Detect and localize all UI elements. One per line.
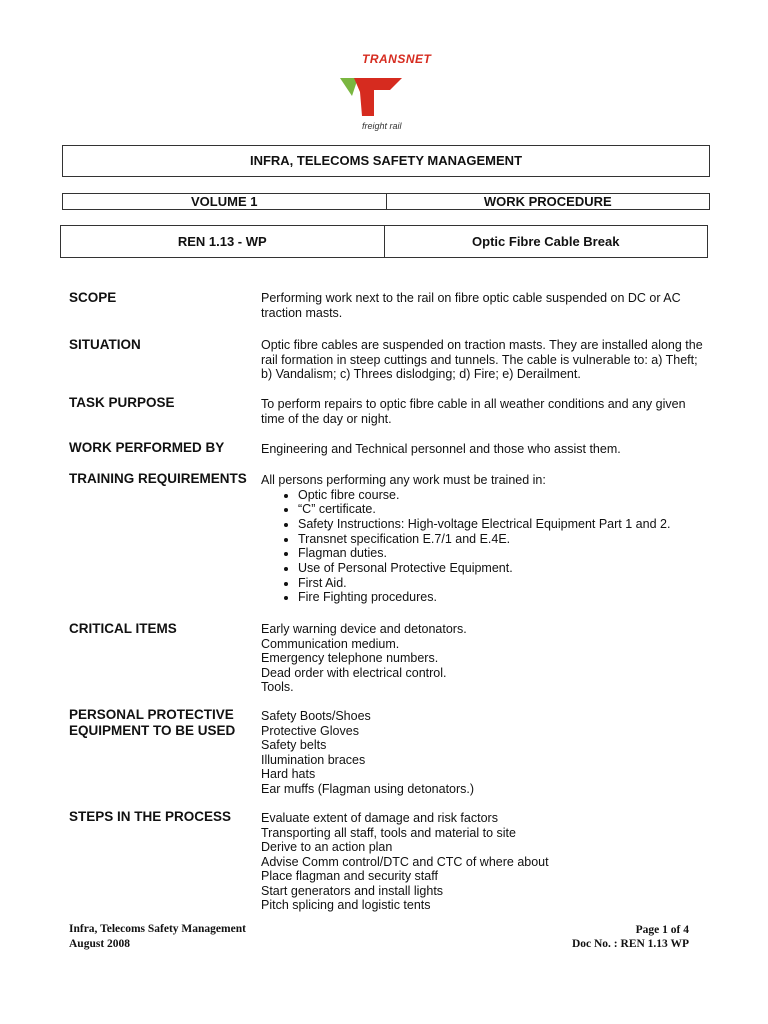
list-item: • Use of Personal Protective Equipment. [298,561,711,576]
volume-label: VOLUME 1 [191,194,258,209]
scope-text: Performing work next to the rail on fibre optic cable suspended on DC or AC traction masts. [261,291,681,320]
critical-items-label: CRITICAL ITEMS [69,621,177,636]
situation-text: Optic fibre cables are suspended on traction masts. They are installed along the rail formation in steep cuttings and tunnels. The cable is vulnerable to: a) Theft; b) Vandalism; c) Threes dislodging; d) Fire; e) Derailment. [261,338,703,381]
list-item: Early warning device and detonators. [261,622,467,636]
list-item: • Optic fibre course. [298,488,711,503]
work-performed-by-label: WORK PERFORMED BY [69,440,225,455]
steps-list [261,811,711,913]
doc-code-row [60,225,708,258]
list-item: Dead order with electrical control. [261,665,447,680]
footer-date: August 2008 [69,938,131,950]
list-item: Tools. [261,680,294,694]
list-item: • First Aid. [298,576,711,591]
training-list [261,488,711,606]
doc-type-label: WORK PROCEDURE [386,194,710,209]
ppe-list [261,709,711,796]
task-purpose-text: To perform repairs to optic fibre cable in all weather conditions and any given time of the day or night. [261,397,686,426]
transnet-logo [340,52,430,136]
list-item: • Safety Instructions: High-voltage Electrical Equipment Part 1 and 2. [298,517,711,532]
list-item: • Fire Fighting procedures. [298,590,711,605]
work-performed-by-text: Engineering and Technical personnel and those who assist them. [261,442,621,456]
list-item: • Transnet specification E.7/1 and E.4E. [298,532,711,547]
list-item: • Flagman duties. [298,546,711,561]
list-item: Transporting all staff, tools and material to site [261,825,516,840]
list-item: Communication medium. [261,636,400,651]
task-purpose-label: TASK PURPOSE [69,395,175,410]
list-item: Evaluate extent of damage and risk factors [261,811,498,825]
list-item: Derive to an action plan [261,840,393,854]
training-label: TRAINING REQUIREMENTS [69,471,247,486]
volume-row [62,193,710,210]
list-item: • “C” certificate. [298,502,711,517]
document-title: INFRA, TELECOMS SAFETY MANAGEMENT [62,145,710,177]
logo-division: freight rail [362,121,402,131]
list-item: Start generators and install lights [261,883,444,898]
list-item: Safety Boots/Shoes [261,709,371,723]
freight-rail-emblem-icon [340,74,410,122]
list-item: Hard hats [261,767,316,781]
footer-doc-number: Doc No. : REN 1.13 WP [571,938,689,950]
footer-page-number: Page 1 of 4 [635,924,689,936]
doc-code: REN 1.13 - WP [177,234,267,249]
list-item: Emergency telephone numbers. [261,651,439,665]
steps-label: STEPS IN THE PROCESS [69,809,232,824]
logo-wordmark: TRANSNET [362,52,432,66]
situation-label: SITUATION [69,337,141,352]
list-item: Safety belts [261,738,327,752]
footer-org: Infra, Telecoms Safety Management [69,923,246,935]
list-item: Pitch splicing and logistic tents [261,898,431,912]
training-intro: All persons performing any work must be trained in: [261,473,546,487]
list-item: Ear muffs (Flagman using detonators.) [261,781,475,796]
list-item: Illumination braces [261,752,366,767]
doc-subject: Optic Fibre Cable Break [384,226,708,257]
list-item: Advise Comm control/DTC and CTC of where about [261,854,549,869]
list-item: Place flagman and security staff [261,869,438,883]
ppe-label: PERSONAL PROTECTIVE EQUIPMENT TO BE USED [69,707,236,738]
critical-items-list [261,622,711,695]
scope-label: SCOPE [69,290,117,305]
list-item: Protective Gloves [261,723,359,738]
